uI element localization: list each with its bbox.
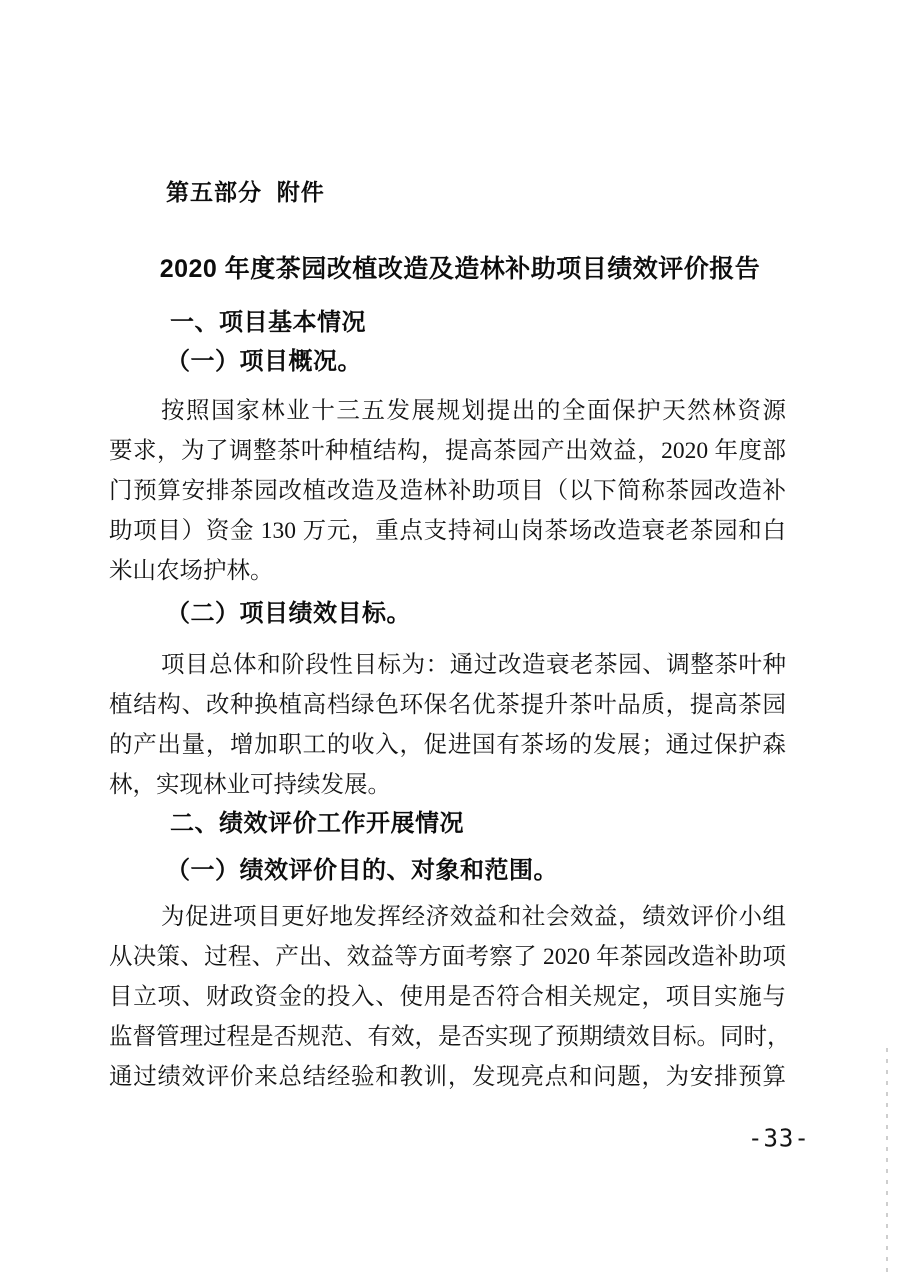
paragraph-line: 的产出量，增加职工的收入，促进国有茶场的发展；通过保护森 (109, 732, 786, 758)
paragraph-line: 植结构、改种换植高档绿色环保名优茶提升茶叶品质，提高茶园 (109, 692, 786, 718)
paragraph-line: 助项目）资金 130 万元，重点支持祠山岗茶场改造衰老茶园和白 (109, 518, 786, 544)
paragraph-line: 按照国家林业十三五发展规划提出的全面保护天然林资源 (161, 398, 786, 424)
heading-project-performance-goals: （二）项目绩效目标。 (166, 600, 411, 627)
paragraph-line: 为促进项目更好地发挥经济效益和社会效益，绩效评价小组 (161, 904, 786, 930)
paragraph-line: 要求，为了调整茶叶种植结构，提高茶园产出效益，2020 年度部 (109, 438, 786, 464)
paragraph-line: 林，实现林业可持续发展。 (109, 772, 391, 798)
part-header: 第五部分 附件 (166, 179, 325, 205)
page-edge-dashes (886, 1048, 888, 1275)
paragraph-line: 从决策、过程、产出、效益等方面考察了 2020 年茶园改造补助项 (109, 944, 786, 970)
heading-project-basic-info: 一、项目基本情况 (170, 309, 366, 336)
paragraph-line: 通过绩效评价来总结经验和教训，发现亮点和问题，为安排预算 (109, 1064, 786, 1090)
heading-project-overview: （一）项目概况。 (166, 348, 362, 375)
heading-evaluation-work: 二、绩效评价工作开展情况 (170, 810, 464, 837)
paragraph-evaluation-work (109, 897, 791, 1097)
paragraph-line: 米山农场护林。 (109, 558, 274, 584)
paragraph-line: 监督管理过程是否规范、有效，是否实现了预期绩效目标。同时， (109, 1024, 791, 1050)
report-title: 2020 年度茶园改植改造及造林补助项目绩效评价报告 (159, 255, 761, 283)
paragraph-line: 目立项、财政资金的投入、使用是否符合相关规定，项目实施与 (109, 984, 786, 1010)
page-number: -33- (748, 1123, 810, 1153)
paragraph-performance-goals (109, 645, 786, 805)
paragraph-line: 门预算安排茶园改植改造及造林补助项目（以下简称茶园改造补 (109, 478, 786, 504)
paragraph-line: 项目总体和阶段性目标为：通过改造衰老茶园、调整茶叶种 (161, 652, 786, 678)
paragraph-project-overview (109, 391, 786, 591)
heading-evaluation-purpose-scope: （一）绩效评价目的、对象和范围。 (166, 857, 558, 884)
